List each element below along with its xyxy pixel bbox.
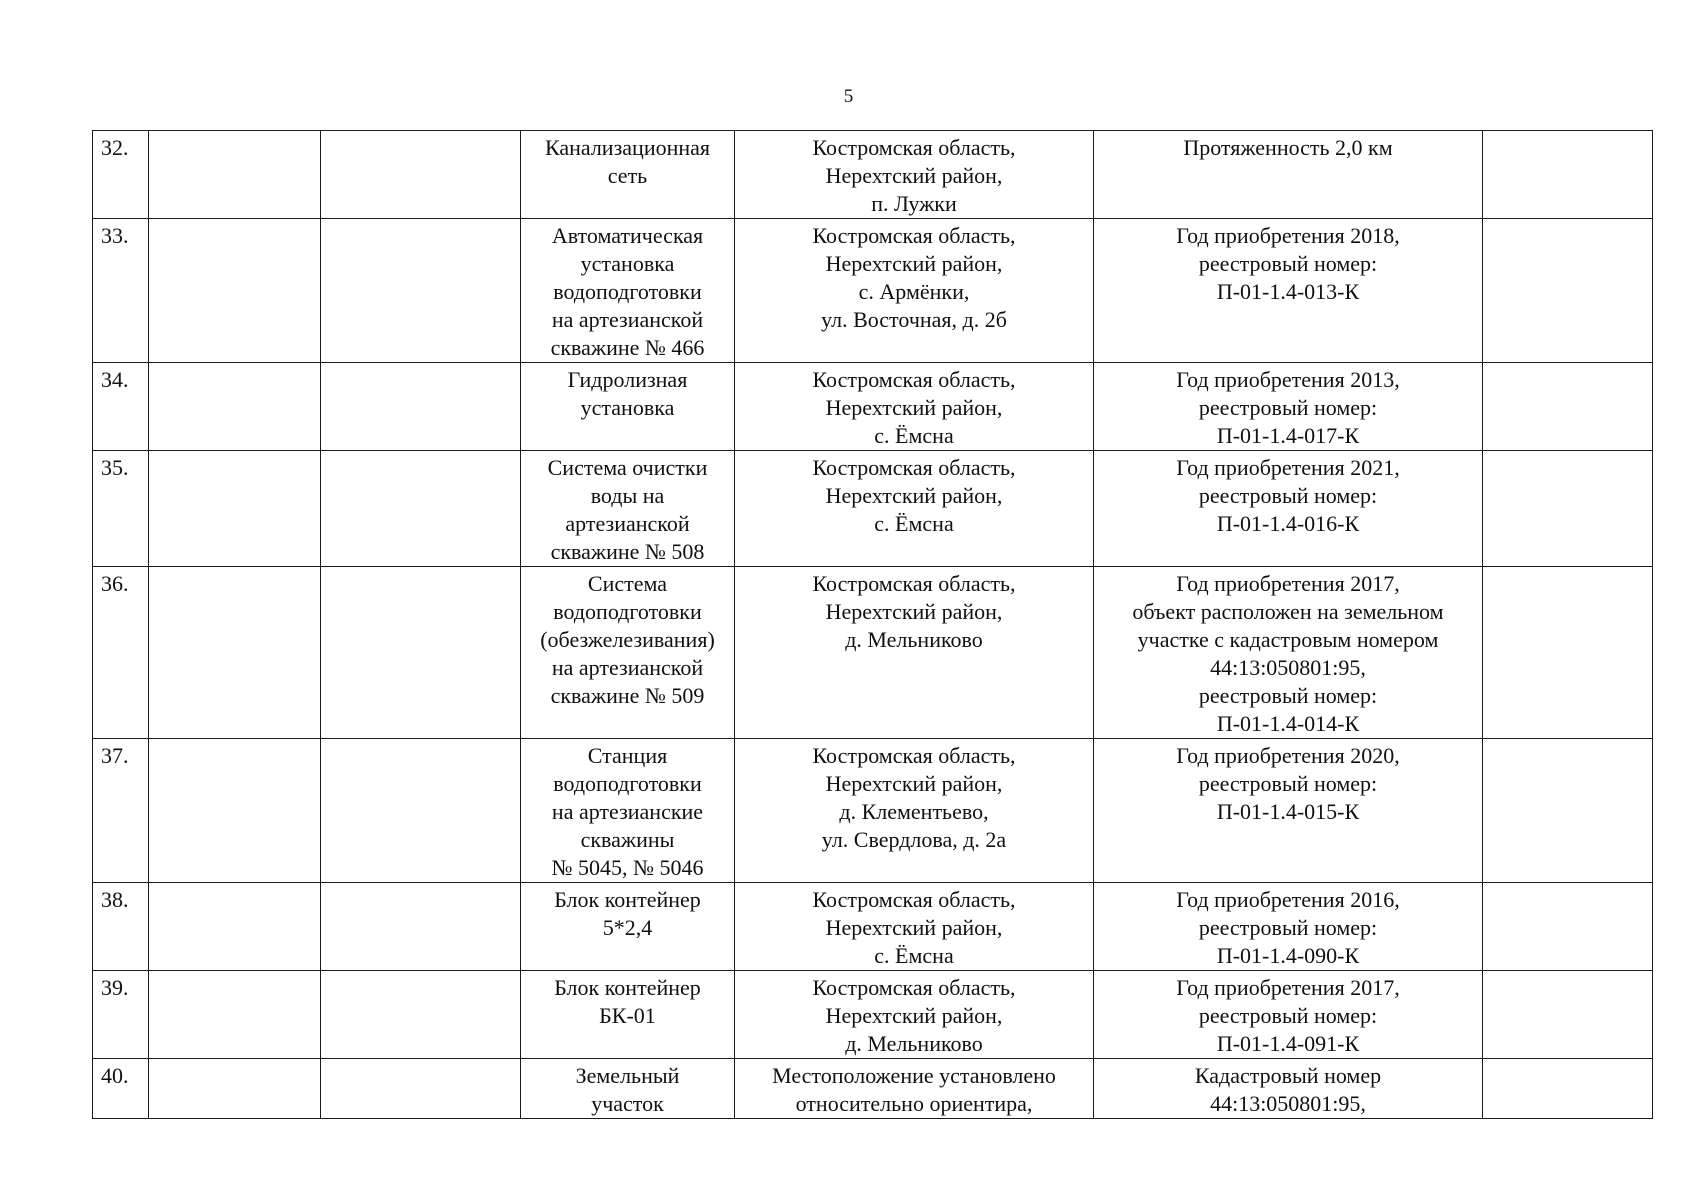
- details-line: Год приобретения 2016,: [1176, 887, 1400, 912]
- details-line: П-01-1.4-091-К: [1216, 1031, 1360, 1056]
- details-line: Год приобретения 2020,: [1176, 743, 1400, 768]
- details-line: реестровый номер:: [1198, 683, 1378, 708]
- object-name-line: водоподготовки: [553, 771, 702, 796]
- object-name-line: Система очистки: [547, 455, 708, 480]
- address-line: Нерехтский район,: [825, 599, 1003, 624]
- object-name-line: (обезжелезивания): [540, 627, 715, 652]
- details-line: 44:13:050801:95,: [1210, 655, 1366, 680]
- table-row: [93, 131, 1653, 219]
- details-cell: [1094, 363, 1483, 451]
- table-row: [93, 451, 1653, 567]
- table-row: [93, 567, 1653, 739]
- row-number: 37.: [101, 743, 129, 768]
- details-cell: [1094, 567, 1483, 739]
- table-row: [93, 363, 1653, 451]
- object-name-cell: [521, 363, 735, 451]
- empty-cell: [321, 451, 521, 567]
- address-line: Нерехтский район,: [825, 395, 1003, 420]
- object-name-line: Станция: [587, 743, 668, 768]
- details-line: реестровый номер:: [1198, 251, 1378, 276]
- details-line: реестровый номер:: [1198, 915, 1378, 940]
- row-number-cell: [93, 131, 149, 219]
- object-name-line: участок: [591, 1091, 664, 1116]
- address-cell: [735, 131, 1094, 219]
- object-name-line: Блок контейнер: [554, 975, 701, 1000]
- address-line: Нерехтский район,: [825, 1003, 1003, 1028]
- details-cell: [1094, 451, 1483, 567]
- object-name-line: водоподготовки: [553, 279, 702, 304]
- details-line: П-01-1.4-015-К: [1216, 799, 1360, 824]
- address-cell: [735, 567, 1094, 739]
- property-registry-table: [92, 130, 1653, 1119]
- row-number-cell: [93, 1059, 149, 1119]
- row-number-cell: [93, 219, 149, 363]
- address-line: д. Мельниково: [845, 1031, 983, 1056]
- empty-cell: [1483, 363, 1653, 451]
- object-name-line: скважине № 466: [550, 335, 705, 360]
- empty-cell: [149, 219, 321, 363]
- address-line: ул. Свердлова, д. 2а: [821, 827, 1007, 852]
- address-line: Нерехтский район,: [825, 251, 1003, 276]
- address-line: Нерехтский район,: [825, 771, 1003, 796]
- address-line: Костромская область,: [812, 887, 1016, 912]
- table-row: [93, 219, 1653, 363]
- details-line: П-01-1.4-014-К: [1216, 711, 1360, 736]
- page-number: 5: [843, 86, 854, 107]
- object-name-cell: [521, 971, 735, 1059]
- address-cell: [735, 971, 1094, 1059]
- row-number-cell: [93, 567, 149, 739]
- row-number: 32.: [101, 135, 129, 160]
- address-line: с. Армёнки,: [858, 279, 970, 304]
- empty-cell: [149, 883, 321, 971]
- address-line: с. Ёмсна: [874, 423, 954, 448]
- details-line: реестровый номер:: [1198, 395, 1378, 420]
- object-name-line: Блок контейнер: [554, 887, 701, 912]
- empty-cell: [321, 363, 521, 451]
- details-line: П-01-1.4-013-К: [1216, 279, 1360, 304]
- address-line: Костромская область,: [812, 455, 1016, 480]
- address-line: Костромская область,: [812, 367, 1016, 392]
- details-line: Год приобретения 2017,: [1176, 975, 1400, 1000]
- table-row: [93, 971, 1653, 1059]
- empty-cell: [321, 739, 521, 883]
- address-line: Местоположение установлено: [772, 1063, 1056, 1088]
- empty-cell: [1483, 131, 1653, 219]
- table-row: [93, 883, 1653, 971]
- object-name-line: на артезианской: [551, 307, 704, 332]
- address-cell: [735, 1059, 1094, 1119]
- object-name-line: Система: [587, 571, 668, 596]
- details-line: Год приобретения 2018,: [1176, 223, 1400, 248]
- object-name-cell: [521, 1059, 735, 1119]
- empty-cell: [321, 567, 521, 739]
- object-name-cell: [521, 883, 735, 971]
- empty-cell: [149, 567, 321, 739]
- object-name-line: Гидролизная: [567, 367, 688, 392]
- row-number: 34.: [101, 367, 129, 392]
- details-line: Год приобретения 2021,: [1176, 455, 1400, 480]
- empty-cell: [321, 131, 521, 219]
- details-cell: [1094, 883, 1483, 971]
- empty-cell: [321, 1059, 521, 1119]
- object-name-line: Канализационная: [544, 135, 711, 160]
- object-name-line: БК-01: [599, 1003, 656, 1028]
- table-body: [93, 131, 1653, 1119]
- address-cell: [735, 363, 1094, 451]
- object-name-line: Земельный: [575, 1063, 680, 1088]
- address-line: относительно ориентира,: [795, 1091, 1033, 1116]
- details-line: П-01-1.4-090-К: [1216, 943, 1360, 968]
- empty-cell: [1483, 971, 1653, 1059]
- empty-cell: [1483, 883, 1653, 971]
- object-name-line: установка: [580, 395, 675, 420]
- details-line: реестровый номер:: [1198, 771, 1378, 796]
- row-number: 35.: [101, 455, 129, 480]
- details-cell: [1094, 739, 1483, 883]
- row-number-cell: [93, 739, 149, 883]
- empty-cell: [149, 971, 321, 1059]
- address-line: ул. Восточная, д. 2б: [821, 307, 1007, 332]
- object-name-line: № 5045, № 5046: [551, 855, 704, 880]
- details-line: реестровый номер:: [1198, 1003, 1378, 1028]
- address-line: д. Клементьево,: [839, 799, 989, 824]
- address-line: Костромская область,: [812, 571, 1016, 596]
- address-cell: [735, 739, 1094, 883]
- object-name-line: водоподготовки: [553, 599, 702, 624]
- details-line: Год приобретения 2017,: [1176, 571, 1400, 596]
- details-line: Год приобретения 2013,: [1176, 367, 1400, 392]
- details-cell: [1094, 1059, 1483, 1119]
- row-number-cell: [93, 363, 149, 451]
- address-line: п. Лужки: [871, 191, 957, 216]
- row-number: 38.: [101, 887, 129, 912]
- details-cell: [1094, 219, 1483, 363]
- row-number-cell: [93, 451, 149, 567]
- address-line: Нерехтский район,: [825, 915, 1003, 940]
- details-line: П-01-1.4-017-К: [1216, 423, 1360, 448]
- address-cell: [735, 883, 1094, 971]
- empty-cell: [149, 451, 321, 567]
- empty-cell: [321, 219, 521, 363]
- empty-cell: [1483, 1059, 1653, 1119]
- address-line: д. Мельниково: [845, 627, 983, 652]
- empty-cell: [321, 971, 521, 1059]
- details-line: Кадастровый номер: [1194, 1063, 1382, 1088]
- object-name-line: на артезианской: [551, 655, 704, 680]
- row-number-cell: [93, 971, 149, 1059]
- table-row: [93, 739, 1653, 883]
- empty-cell: [1483, 451, 1653, 567]
- object-name-line: скважины: [580, 827, 675, 852]
- empty-cell: [149, 739, 321, 883]
- row-number-cell: [93, 883, 149, 971]
- empty-cell: [1483, 219, 1653, 363]
- object-name-line: скважине № 509: [550, 683, 705, 708]
- object-name-line: сеть: [607, 163, 648, 188]
- address-line: с. Ёмсна: [874, 511, 954, 536]
- address-cell: [735, 219, 1094, 363]
- details-cell: [1094, 131, 1483, 219]
- address-line: Костромская область,: [812, 743, 1016, 768]
- object-name-line: 5*2,4: [602, 915, 653, 940]
- address-line: Нерехтский район,: [825, 483, 1003, 508]
- details-line: участке с кадастровым номером: [1137, 627, 1439, 652]
- details-line: П-01-1.4-016-К: [1216, 511, 1360, 536]
- object-name-line: воды на: [590, 483, 665, 508]
- object-name-cell: [521, 219, 735, 363]
- object-name-line: скважине № 508: [550, 539, 705, 564]
- empty-cell: [1483, 739, 1653, 883]
- address-line: Костромская область,: [812, 975, 1016, 1000]
- empty-cell: [149, 363, 321, 451]
- address-cell: [735, 451, 1094, 567]
- details-line: Протяженность 2,0 км: [1183, 135, 1393, 160]
- details-cell: [1094, 971, 1483, 1059]
- address-line: Костромская область,: [812, 135, 1016, 160]
- details-line: 44:13:050801:95,: [1210, 1091, 1366, 1116]
- object-name-line: установка: [580, 251, 675, 276]
- object-name-cell: [521, 451, 735, 567]
- row-number: 39.: [101, 975, 129, 1000]
- empty-cell: [149, 131, 321, 219]
- details-line: реестровый номер:: [1198, 483, 1378, 508]
- object-name-line: артезианской: [565, 511, 690, 536]
- empty-cell: [149, 1059, 321, 1119]
- address-line: Костромская область,: [812, 223, 1016, 248]
- object-name-cell: [521, 131, 735, 219]
- row-number: 40.: [101, 1063, 129, 1088]
- empty-cell: [1483, 567, 1653, 739]
- details-line: объект расположен на земельном: [1132, 599, 1444, 624]
- row-number: 36.: [101, 571, 129, 596]
- object-name-line: Автоматическая: [551, 223, 704, 248]
- address-line: с. Ёмсна: [874, 943, 954, 968]
- empty-cell: [321, 883, 521, 971]
- table-row: [93, 1059, 1653, 1119]
- row-number: 33.: [101, 223, 129, 248]
- object-name-cell: [521, 567, 735, 739]
- address-line: Нерехтский район,: [825, 163, 1003, 188]
- object-name-line: на артезианские: [551, 799, 704, 824]
- object-name-cell: [521, 739, 735, 883]
